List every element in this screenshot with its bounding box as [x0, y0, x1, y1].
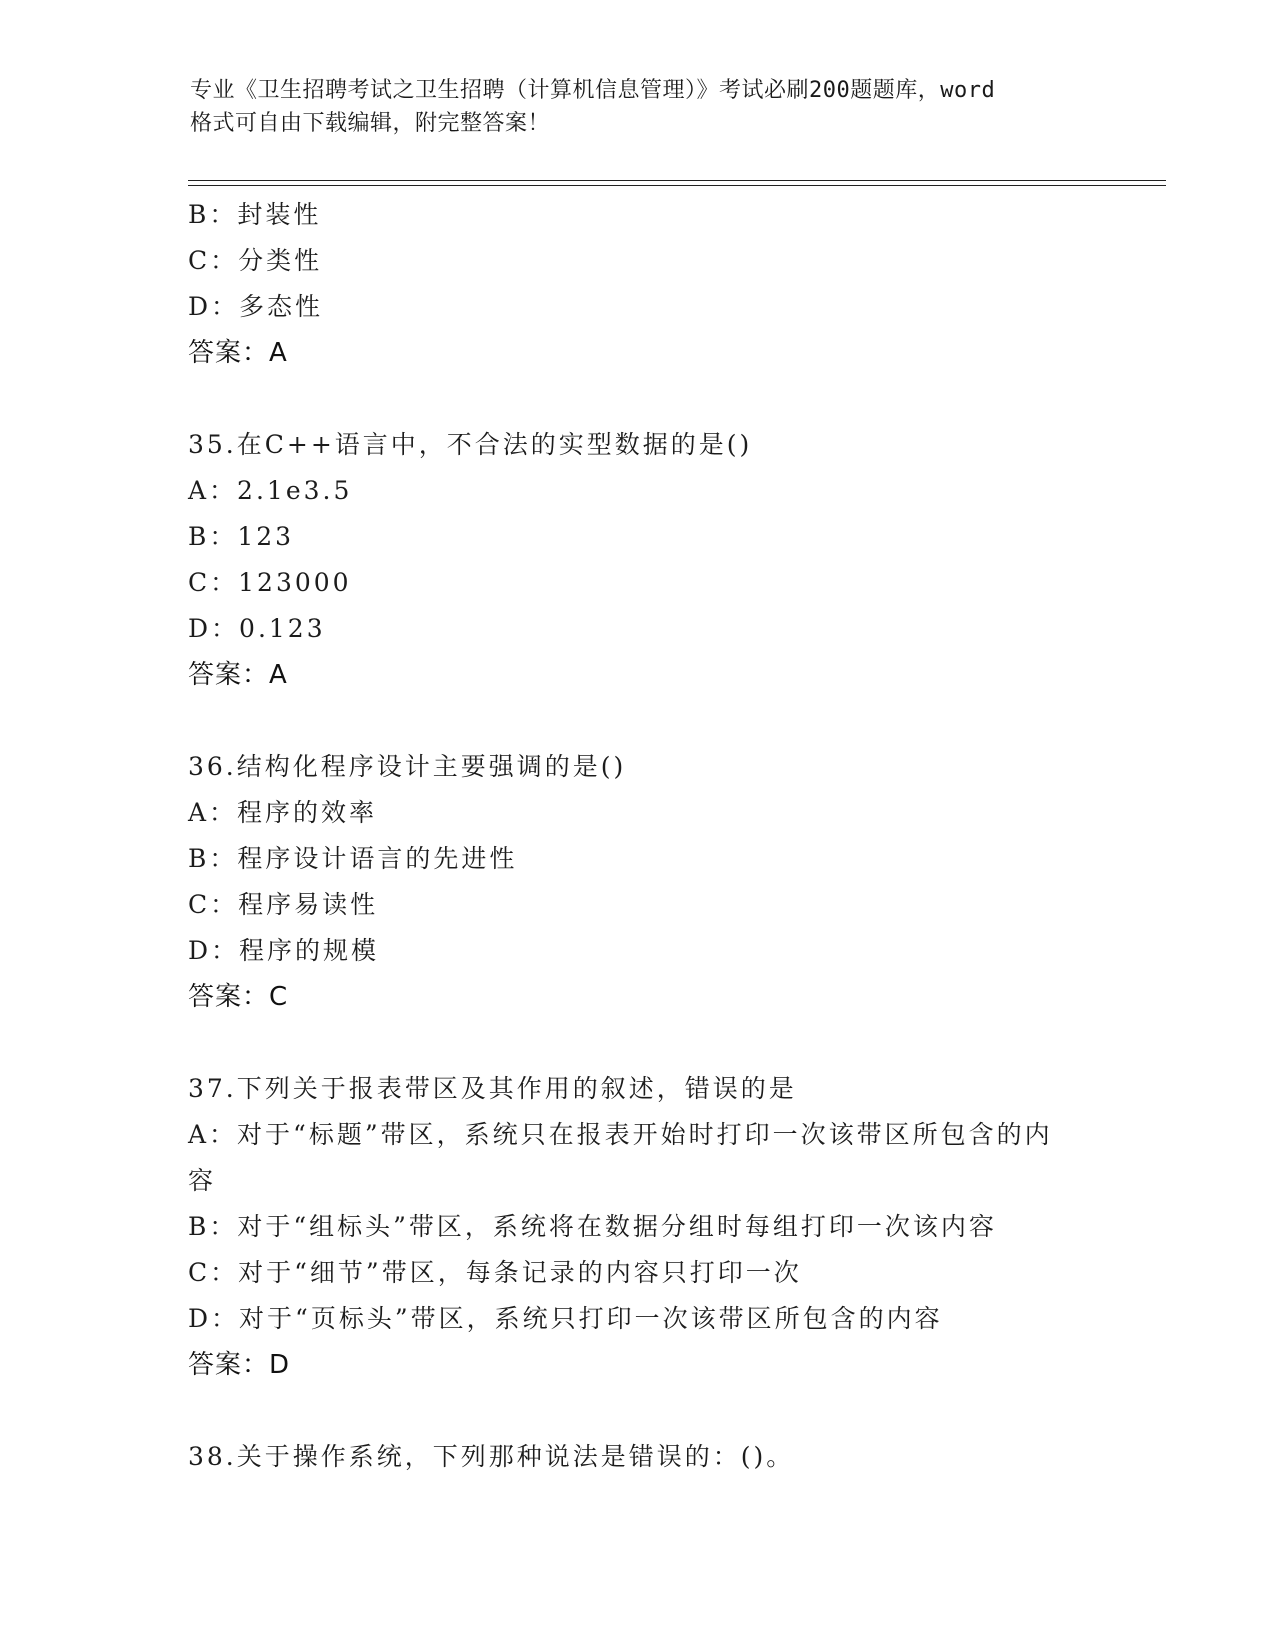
spacer — [188, 1020, 1088, 1066]
option-b: B：程序设计语言的先进性 — [188, 844, 518, 873]
header-line-1: 专业《卫生招聘考试之卫生招聘（计算机信息管理）》考试必刷200题题库，word — [190, 78, 996, 103]
spacer — [188, 698, 1088, 744]
option-a: A：对于“标题”带区，系统只在报表开始时打印一次该带区所包含的内容 — [188, 1120, 1053, 1195]
answer: 答案：D — [188, 1350, 291, 1380]
question-38 — [188, 1434, 1088, 1480]
option-d: D：0.123 — [188, 614, 326, 643]
option-c: C：对于“细节”带区，每条记录的内容只打印一次 — [188, 1258, 802, 1287]
option-c: C：程序易读性 — [188, 890, 379, 919]
question-34-partial — [188, 192, 1088, 376]
document-header — [190, 74, 1090, 140]
header-line-2: 格式可自由下载编辑，附完整答案！ — [190, 111, 551, 136]
spacer — [188, 1388, 1088, 1434]
answer: 答案：C — [188, 982, 289, 1012]
option-b: B：123 — [188, 522, 295, 551]
option-b: B：对于“组标头”带区，系统将在数据分组时每组打印一次该内容 — [188, 1212, 997, 1241]
option-d: D：程序的规模 — [188, 936, 380, 965]
answer: 答案：A — [188, 660, 288, 690]
question-stem: 35.在C++语言中，不合法的实型数据的是() — [188, 430, 753, 459]
question-stem: 38.关于操作系统，下列那种说法是错误的：()。 — [188, 1442, 795, 1471]
question-stem: 36.结构化程序设计主要强调的是() — [188, 752, 627, 781]
option-b: B：封装性 — [188, 200, 322, 229]
question-list — [188, 192, 1088, 1480]
option-a: A：2.1e3.5 — [188, 476, 353, 505]
question-36 — [188, 744, 1088, 1020]
option-d: D：多态性 — [188, 292, 324, 321]
option-c: C：分类性 — [188, 246, 323, 275]
question-35 — [188, 422, 1088, 698]
header-divider-top — [188, 180, 1166, 181]
option-a: A：程序的效率 — [188, 798, 378, 827]
option-d: D：对于“页标头”带区，系统只打印一次该带区所包含的内容 — [188, 1304, 943, 1333]
spacer — [188, 376, 1088, 422]
header-divider-bottom — [188, 185, 1166, 186]
option-c: C：123000 — [188, 568, 352, 597]
question-stem: 37.下列关于报表带区及其作用的叙述，错误的是 — [188, 1074, 797, 1103]
answer: 答案：A — [188, 338, 288, 368]
question-37 — [188, 1066, 1088, 1388]
